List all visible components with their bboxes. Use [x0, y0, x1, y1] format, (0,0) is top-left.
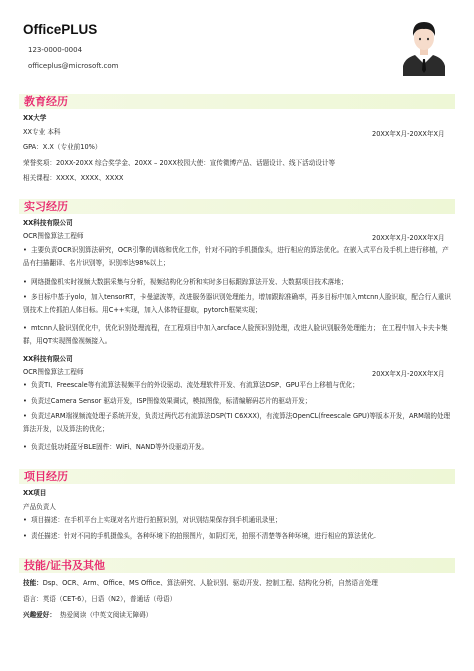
list-item: • 多目标中基于yolo，加入tensorRT，卡曼滤波等，改进服务器识别处理能力，增加跟踪准确率，再多目标中加入mtcnn人脸识取，配合行人重识别技术上传抓拍人体目标。用C++实现，加入人体特征提取，pytorch框架实现；	[23, 293, 451, 314]
section-title: 教育经历	[24, 95, 68, 108]
school-name: XX大学	[23, 114, 47, 122]
section-header-education	[19, 94, 455, 109]
list-item: • 责任描述：针对不同的手机摄像头，各种环境下的拍照图片，如阴灯光，拍照不清楚等各种环境，进行相应的算法优化.	[23, 530, 453, 543]
phone-number: 123-0000-0004	[28, 46, 83, 54]
bullet-dot: •	[23, 293, 27, 301]
section-header-internship	[19, 199, 455, 214]
section-header-skills	[19, 558, 455, 573]
list-item: • 负责过Camera Sensor 驱动开发，ISP图像效果调试，模拟图像，标清编解码芯片的驱动开发；	[23, 395, 453, 408]
section-title: 实习经历	[24, 200, 68, 213]
section-title: 技能/证书及其他	[24, 559, 106, 572]
major: XX专业 本科	[23, 128, 61, 136]
list-item: • 网络摄像机实时视频大数据采集与分析，视频结构化分析和实时多目标跟踪算法开发、大数据项目技术落地；	[23, 276, 453, 289]
skills-line: 技能：Dsp、OCR、Arm、Office、MS Office、算法研究、人脸识别、驱动开发、控制工程、结构化分析，自然语言处理	[23, 579, 378, 587]
courses: 相关课程：XXXX、XXXX、XXXX	[23, 174, 124, 182]
bullet-dot: •	[23, 246, 27, 254]
project-role: 产品负责人	[23, 503, 56, 511]
gpa: GPA：X.X（专业前10%）	[23, 143, 102, 151]
list-item: • 负责过ARM端视频流处理子系统开发，负责过两代芯有流算法DSP(TI C6XXX)，有流算法OpenCL(freescale GPU)等版本开发，ARM端的处理算法开发，以及算法的优化；	[23, 412, 451, 433]
project-name: XX项目	[23, 489, 47, 497]
section-title: 项目经历	[24, 470, 68, 483]
bullet-dot: •	[23, 516, 27, 524]
list-item: • 主要负责OCR识别算法研究，OCR引擎的训练和优化工作，针对不同的手机摄像头，进行相应的算法优化。在嵌入式平台及手机上进行移植，产品有扫描翻译、名片识别等，识别率达98%以上；	[23, 246, 449, 267]
bullet-dot: •	[23, 397, 27, 405]
bullet-dot: •	[23, 532, 27, 540]
job-role: OCR图像算法工程师	[23, 232, 84, 240]
company-name: XX科技有限公司	[23, 355, 73, 363]
bullet-dot: •	[23, 324, 27, 332]
language-line: 语言：英语（CET-6），日语（N2），普通话（母语）	[23, 595, 177, 603]
job-date: 20XX年X月-20XX年X月	[372, 370, 445, 378]
education-date: 20XX年X月-20XX年X月	[372, 130, 445, 138]
list-item: • 项目描述：在手机平台上实现对名片进行拍照识别，对识别结果保存到手机通讯录里；	[23, 514, 453, 527]
hobby-line: 兴趣爱好： 热爱阅读（中英文阅读无障碍）	[23, 611, 153, 619]
company-name: XX科技有限公司	[23, 219, 73, 227]
job-role: OCR图像算法工程师	[23, 368, 84, 376]
honors: 荣誉奖项：20XX-20XX 综合奖学金、20XX – 20XX校园大使：宣传微博产品、话题设计、线下活动设计等	[23, 159, 336, 167]
person-avatar-icon	[401, 12, 447, 76]
job-date: 20XX年X月-20XX年X月	[372, 234, 445, 242]
email-address: officeplus@microsoft.com	[28, 62, 119, 70]
bullet-dot: •	[23, 278, 27, 286]
list-item: • 负责过低功耗蓝牙BLE固件：WiFi、NAND等外设驱动开发。	[23, 441, 453, 454]
bullet-dot: •	[23, 412, 27, 420]
list-item: • 负责TI、Freescale等有流算法视频平台的外设驱动、流处理软件开发、有流算法DSP、GPU平台上移植与优化；	[23, 379, 453, 392]
section-header-project	[19, 469, 455, 484]
list-item: • mtcnn人脸识别优化中，优化识别处理流程，在工程项目中加入arcface人脸预识别处理，改进人脸识别服务处理能力； 在工程中加入卡夫卡集群，用QT实现图像视频接入。	[23, 324, 448, 345]
bullet-dot: •	[23, 443, 27, 451]
bullet-dot: •	[23, 381, 27, 389]
resume-name: OfficePLUS	[23, 22, 98, 37]
